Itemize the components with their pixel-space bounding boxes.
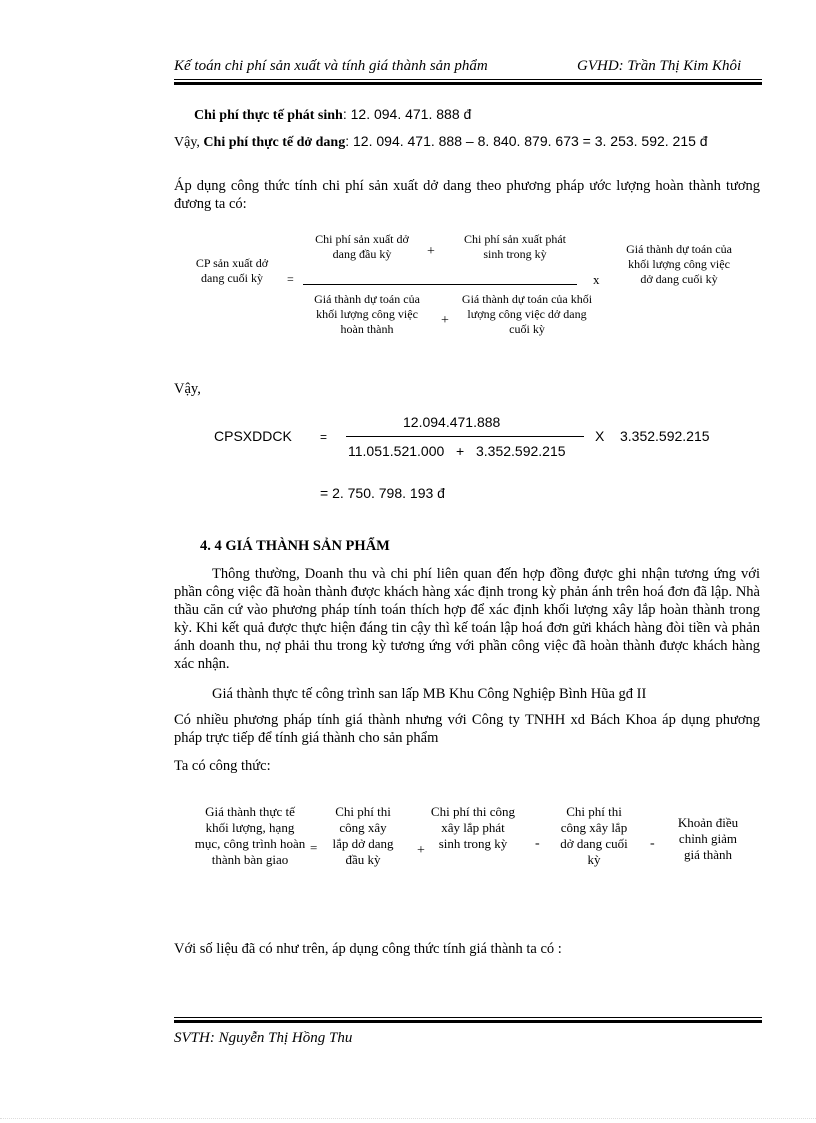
footer-rule-thick — [174, 1020, 762, 1023]
f1-fraction-line — [303, 284, 577, 285]
f1-den-a: Giá thành dự toán của khối lượng công việc hoàn thành — [314, 292, 420, 336]
f3-equals: = — [310, 840, 318, 855]
revenue-paragraph: Thông thường, Doanh thu và chi phí liên quan đến hợp đồng được ghi nhận tương ứng với phần công việc đã hoàn thành được khách hàng xác định trong kỳ phản ánh trên hoá đơn đã lập. Nhà thầu căn cứ vào phương pháp tính toán thích hợp để xác định khối lượng xây lắp hoàn thành trong kỳ. Khi kết quả được thực hiện đáng tin cậy thì kế toán lập hoá đơn gửi khách hàng đòi tiền và phản ánh doanh thu, nợ phải thu trong kỳ tương ứng với phần công việc đã hoàn thành được khách hàng xác nhận. — [174, 566, 760, 672]
f3-term-4: Chi phí thi công xây lắp dở dang cuối kỳ — [560, 804, 628, 867]
f1-times: x — [593, 272, 600, 287]
actual-cost-label: Chi phí thực tế phát sinh — [194, 108, 343, 123]
f1-den-b: Giá thành dự toán của khối lượng công việc dở dang cuối kỳ — [461, 292, 593, 336]
header-rule-thick — [174, 82, 762, 85]
page-bottom-dotted-line — [0, 1118, 816, 1119]
wip-prefix: Vậy, — [174, 135, 204, 150]
f3-term-3: Chi phí thi công xây lắp phát sinh trong kỳ — [430, 804, 516, 851]
f2-numerator: 12.094.471.888 — [403, 414, 501, 430]
f2-plus: + — [456, 443, 465, 459]
f2-lhs: CPSXDDCK — [214, 428, 292, 444]
footer-rule-thin — [174, 1017, 762, 1018]
header-title: Kế toán chi phí sản xuất và tính giá thành sản phẩm — [174, 58, 488, 74]
f1-num-b: Chi phí sản xuất phát sinh trong kỳ — [464, 232, 566, 261]
f3-minus-2: - — [650, 836, 655, 851]
f3-term-2: Chi phí thi công xây lắp dở dang đầu kỳ — [332, 804, 394, 867]
header-rule-thin — [174, 79, 762, 80]
f2-equals: = — [320, 430, 328, 444]
f2-den-b: 3.352.592.215 — [476, 443, 566, 459]
f3-minus-1: - — [535, 836, 540, 851]
wip-cost-line — [174, 132, 760, 152]
project-cost-line: Giá thành thực tế công trình san lấp MB Khu Công Nghiệp Bình Hũa gđ II — [212, 686, 647, 702]
f1-plus-top: + — [427, 244, 435, 259]
f2-times: X — [595, 428, 605, 444]
wip-label: Chi phí thực tế dở dang — [203, 135, 346, 150]
actual-cost-value: : 12. 094. 471. 888 đ — [342, 106, 472, 122]
f3-term-1: Giá thành thực tế khối lượng, hạng mục, công trình hoàn thành bàn giao — [194, 804, 306, 867]
formula-intro: Ta có công thức: — [174, 758, 271, 774]
footer-student: SVTH: Nguyễn Thị Hồng Thu — [174, 1030, 353, 1046]
header-instructor: GVHD: Trần Thị Kim Khôi — [577, 58, 742, 74]
f3-term-5: Khoản điều chỉnh giảm giá thành — [677, 815, 739, 862]
actual-cost-line — [194, 105, 754, 125]
method-paragraph: Có nhiều phương pháp tính giá thành nhưng với Công ty TNHH xd Bách Khoa áp dụng phương pháp trực tiếp để tính giá thành cho sản phẩm — [174, 712, 760, 746]
f2-rhs: 3.352.592.215 — [620, 428, 710, 444]
f1-lhs: CP sản xuất dở dang cuối kỳ — [195, 256, 269, 285]
f1-equals: = — [287, 272, 294, 286]
calc-intro: Với số liệu đã có như trên, áp dụng công thức tính giá thành ta có : — [174, 941, 562, 957]
section-heading: 4. 4 GIÁ THÀNH SẢN PHẨM — [200, 538, 390, 554]
conclusion-label: Vậy, — [174, 381, 201, 397]
f3-plus: + — [417, 843, 425, 858]
f1-rhs: Giá thành dự toán của khối lượng công việc dở dang cuối kỳ — [626, 242, 732, 286]
f1-plus-bottom: + — [441, 313, 449, 328]
f1-num-a: Chi phí sản xuất dở dang đầu kỳ — [315, 232, 409, 261]
wip-value: : 12. 094. 471. 888 – 8. 840. 879. 673 = 3. 253. 592. 215 đ — [345, 133, 708, 149]
method-intro: Áp dụng công thức tính chi phí sản xuất dở dang theo phương pháp ước lượng hoàn thành tương đương ta có: — [174, 178, 760, 212]
f2-den-a: 11.051.521.000 — [348, 443, 445, 459]
f2-fraction-line — [346, 436, 584, 437]
f2-result: = 2. 750. 798. 193 đ — [320, 485, 445, 501]
